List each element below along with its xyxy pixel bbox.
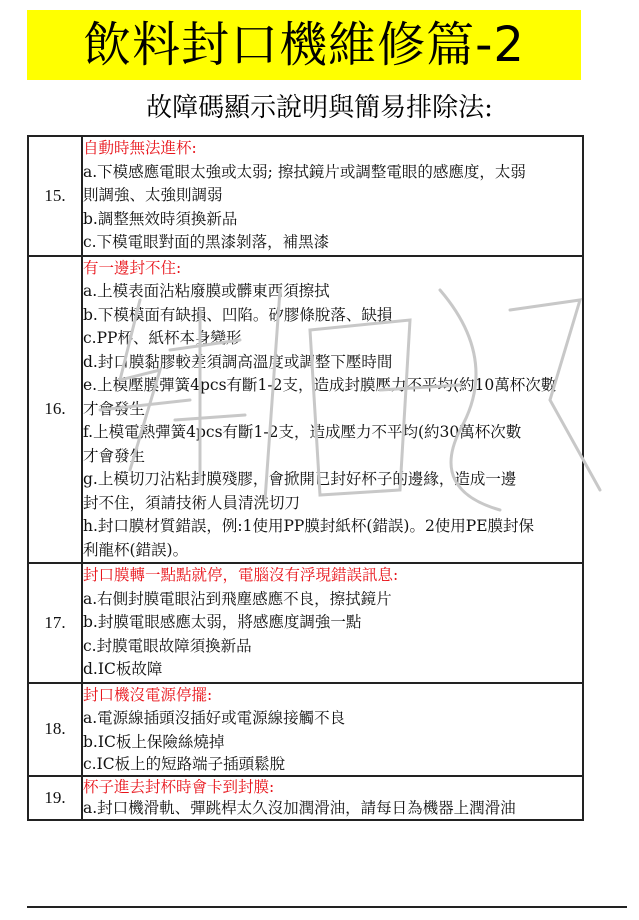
row-content <box>82 136 583 256</box>
fault-line: c.下模電眼對面的黑漆剝落，補黑漆 <box>83 233 330 251</box>
fault-line: a.下模感應電眼太強或太弱; 擦拭鏡片或調整電眼的感應度，太弱 <box>83 162 526 181</box>
fault-heading: 封口膜轉一點點就停，電腦沒有浮現錯誤訊息: <box>83 566 399 584</box>
row-number: 18. <box>28 683 82 777</box>
fault-line: g.上模切刀沾粘封膜殘膠，會掀開已封好杯子的邊緣，造成一邊 <box>83 470 517 488</box>
page-title: 飲料封口機維修篇-2 <box>27 10 581 80</box>
row-content <box>82 256 583 564</box>
fault-line: a.封口機滑軌、彈跳桿太久沒加潤滑油，請每日為機器上潤滑油 <box>83 799 516 817</box>
page-subtitle: 故障碼顯示說明與簡易排除法: <box>146 93 493 123</box>
fault-heading: 自動時無法進杯: <box>83 139 197 157</box>
row-content <box>82 776 583 820</box>
fault-line: d.IC板故障 <box>83 660 163 678</box>
fault-line: d.封口膜黏膠較差須調高溫度或調整下壓時間 <box>83 352 393 371</box>
fault-line: 則調強、太強則調弱 <box>83 186 223 204</box>
table-row <box>28 563 583 683</box>
row-content <box>82 683 583 777</box>
row-number: 17. <box>28 563 82 683</box>
fault-table <box>27 135 584 821</box>
fault-heading: 封口機沒電源停擺: <box>83 685 213 704</box>
fault-line: a.上模表面沾粘廢膜或髒東西須擦拭 <box>83 282 330 300</box>
fault-line: 才會發生 <box>83 399 146 418</box>
row-content <box>82 563 583 683</box>
fault-line: a.電源線插頭沒插好或電源線接觸不良 <box>83 709 346 727</box>
fault-line: 利龍杯(錯誤)。 <box>83 540 189 559</box>
table-row <box>28 256 583 564</box>
fault-line: c.PP杯、紙杯本身變形 <box>83 329 242 347</box>
row-number: 19. <box>28 776 82 820</box>
fault-line: a.右側封膜電眼沾到飛塵感應不良，擦拭鏡片 <box>83 589 392 608</box>
fault-line: f.上模電熱彈簧4pcs有斷1-2支，造成壓力不平均(約30萬杯次數 <box>83 423 522 441</box>
fault-line: e.上模壓膜彈簧4pcs有斷1-2支，造成封膜壓力不平均(約10萬杯次數 <box>83 376 557 394</box>
fault-line: 才會發生 <box>83 446 146 465</box>
bottom-divider <box>27 906 627 908</box>
row-number: 16. <box>28 256 82 564</box>
fault-line: b.封膜電眼感應太弱，將感應度調強一點 <box>83 613 362 631</box>
table-row <box>28 683 583 777</box>
fault-line: b.調整無效時須換新品 <box>83 209 238 228</box>
fault-line: c.IC板上的短路端子插頭鬆脫 <box>83 755 286 773</box>
fault-line: b.下模模面有缺損、凹陷。矽膠條脫落、缺損 <box>83 305 393 324</box>
fault-line: 封不住，須請技術人員清洗切刀 <box>83 493 301 512</box>
table-row <box>28 136 583 256</box>
fault-line: c.封膜電眼故障須換新品 <box>83 636 252 655</box>
fault-heading: 杯子進去封杯時會卡到封膜: <box>83 778 275 796</box>
fault-line: h.封口膜材質錯誤，例:1使用PP膜封紙杯(錯誤)。2使用PE膜封保 <box>83 517 535 535</box>
fault-heading: 有一邊封不住: <box>83 258 182 277</box>
fault-line: b.IC板上保險絲燒掉 <box>83 732 225 751</box>
table-row <box>28 776 583 820</box>
row-number: 15. <box>28 136 82 256</box>
